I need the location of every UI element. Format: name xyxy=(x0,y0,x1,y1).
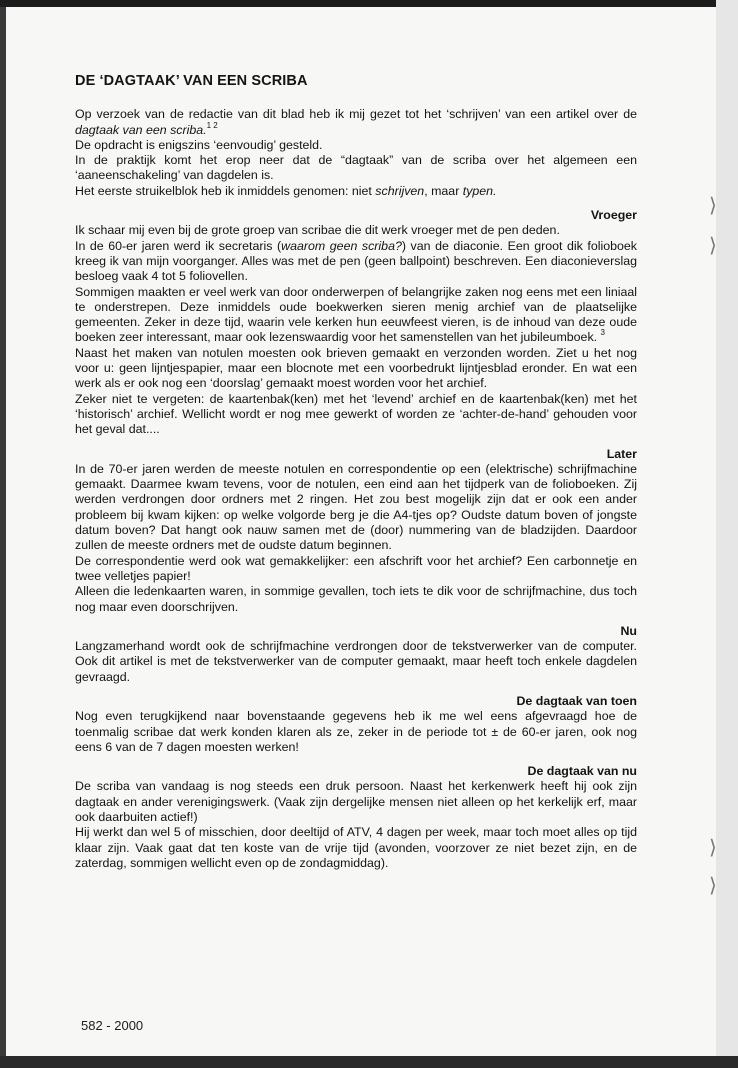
scan-margin-right xyxy=(716,0,738,1068)
body-paragraph: De correspondentie werd ook wat gemakkelijker: een afschrift voor het archief? Een carbonnetje en twee velletjes papier! xyxy=(75,553,637,583)
body-paragraph: Naast het maken van notulen moesten ook brieven gemaakt en verzonden worden. Ziet u het nog voor u: geen lijntjespapier, maar een blocnote met een voorbedrukt lijntjesblad eronder. En wat een werk als er ook nog een ‘doorslag’ gemaakt moest worden voor het archief. xyxy=(75,345,637,391)
section-heading-dagtaak-nu: De dagtaak van nu xyxy=(527,764,637,779)
page-number: 582 - 2000 xyxy=(81,1018,144,1033)
binder-clip-icon: ⟩ xyxy=(709,193,717,217)
scan-border-bottom xyxy=(0,1056,738,1068)
article-title: DE ‘DAGTAAK’ VAN EEN SCRIBA xyxy=(75,73,308,89)
body-paragraph: In de 60-er jaren werd ik secretaris (waarom geen scriba?) van de diaconie. Een groot dik folioboek kreeg ik van mijn voorganger. Alles was met de pen (geen ballpoint) beschreven. Een diaconieverslag besloeg vaak 4 tot 5 foliovellen. xyxy=(75,238,637,284)
intro-paragraph: Het eerste struikelblok heb ik inmiddels genomen: niet schrijven, maar typen. xyxy=(75,183,497,198)
body-paragraph: In de 70-er jaren werden de meeste notulen en correspondentie op een (elektrische) schrijfmachine gemaakt. Daarmee kwam tevens, voor de notulen, een eind aan het tijdperk van de folioboeken. Zij werden verdrongen door ordners met 2 ringen. Het zou best mogelijk zijn dat er ook een ander probleem bij kwam kijken: op welke volgorde berg je die A4-tjes op? Oudste datum boven of jongste datum boven? Dat hangt ook nauw samen met de (door) nummering van de bladzijden. Daardoor zullen de meeste ordners met de oudste datum beginnen. xyxy=(75,461,637,553)
binder-clip-icon: ⟩ xyxy=(709,835,717,859)
article xyxy=(75,74,637,871)
section-heading-dagtaak-toen: De dagtaak van toen xyxy=(516,693,637,708)
body-paragraph: Nog even terugkijkend naar bovenstaande gegevens heb ik me wel eens afgevraagd hoe de toenmalig scribae dat werk konden klaren als ze, zeker in de periode tot ± de 60-er jaren, ook nog eens 6 van de 7 dagen moesten werken! xyxy=(75,709,637,754)
section-heading-nu: Nu xyxy=(620,623,637,638)
intro-paragraph: Op verzoek van de redactie van dit blad heb ik mij gezet tot het ‘schrijven’ van een artikel over de dagtaak van een scriba.$^{1 2}$ xyxy=(75,107,637,137)
body-paragraph: Langzamerhand wordt ook de schrijfmachine verdrongen door de tekstverwerker van de computer. Ook dit artikel is met de tekstverwerker van de computer gemaakt, maar heeft toch enkele dagdelen gevraagd. xyxy=(75,639,637,684)
binder-clip-icon: ⟩ xyxy=(709,233,717,257)
body-paragraph: Hij werkt dan wel 5 of misschien, door deeltijd of ATV, 4 dagen per week, maar toch moet alles op tijd klaar zijn. Vaak gaat dat ten koste van de vrije tijd (avonden, voorzover ze niet bezet zijn, en de zaterdag, sommigen wellicht even op de zondagmiddag). xyxy=(75,825,637,870)
scan-border-top xyxy=(0,0,738,7)
binder-clip-icon: ⟩ xyxy=(709,873,717,897)
body-paragraph: Ik schaar mij even bij de grote groep van scribae die dit werk vroeger met de pen deden. xyxy=(75,223,560,238)
intro-paragraph: In de praktijk komt het erop neer dat de “dagtaak” van de scriba over het algemeen een ‘aaneenschakeling’ van dagdelen is. xyxy=(75,153,637,183)
body-paragraph: De scriba van vandaag is nog steeds een druk persoon. Naast het kerkenwerk heeft hij ook zijn dagtaak en ander verenigingswerk. (Vaak zijn dergelijke mensen niet alleen op het kerkelijk erf, maar ook daarbuiten actief!) xyxy=(75,779,637,825)
section-heading-vroeger: Vroeger xyxy=(590,208,637,223)
body-paragraph: Zeker niet te vergeten: de kaartenbak(ken) met het ‘levend’ archief en de kaartenbak(ken) met het ‘historisch’ archief. Wellicht wordt er nog mee gewerkt of worden ze ‘achter-de-hand’ gehouden voor het geval dat.... xyxy=(75,391,637,437)
section-heading-later: Later xyxy=(606,446,637,461)
body-paragraph: Sommigen maakten er veel werk van door onderwerpen of belangrijke zaken nog eens met een liniaal te onderstrepen. Deze inmiddels oude boekwerken sieren menig archief van de plaatselijke gemeenten. Zeker in deze tijd, waarin vele kerken hun eeuwfeest vieren, is de inhoud van deze oude boeken zeer interessant, maar ook lezenswaardig voor het samenstellen van het jubileumboek. $^3$ xyxy=(75,284,637,345)
body-paragraph: Alleen die ledenkaarten waren, in sommige gevallen, toch iets te dik voor de schrijfmachine, dus toch nog maar even doorschrijven. xyxy=(75,584,637,614)
intro-paragraph: De opdracht is enigszins ‘eenvoudig’ gesteld. xyxy=(75,137,323,152)
